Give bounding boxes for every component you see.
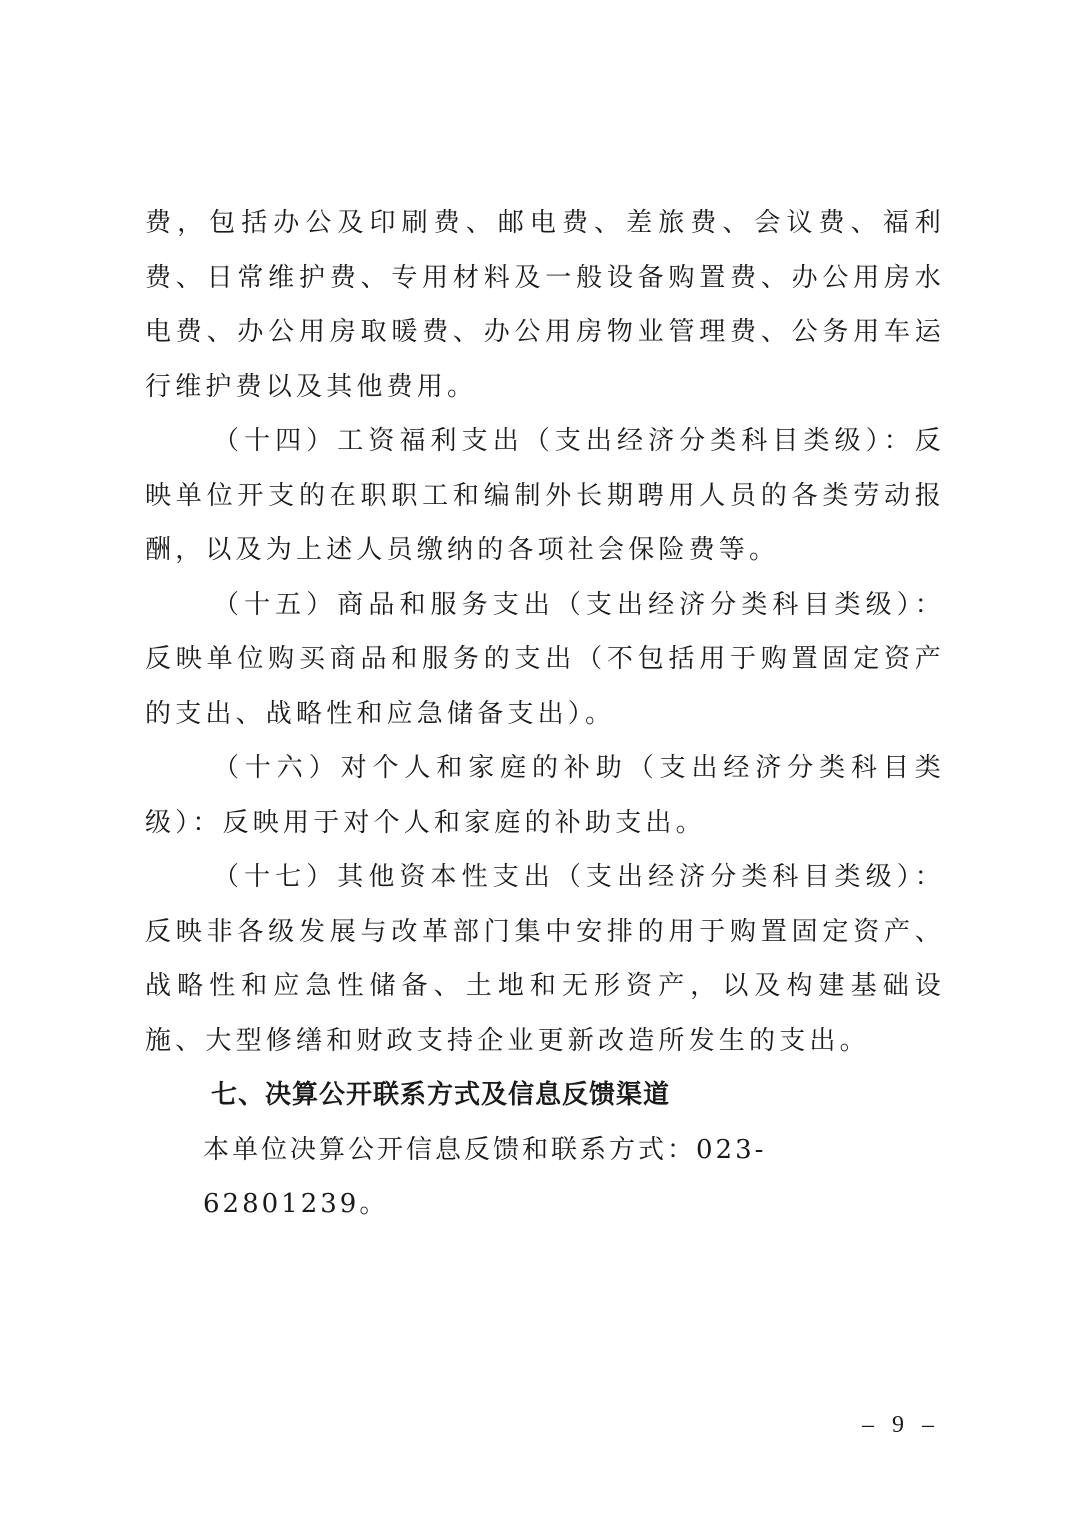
document-body xyxy=(145,196,945,1232)
paragraph-salary-welfare: （十四）工资福利支出（支出经济分类科目类级）：反映单位开支的在职职工和编制外长期聘用人员的各类劳动报酬，以及为上述人员缴纳的各项社会保险费等。 xyxy=(145,426,945,565)
paragraph-expense-continuation: 费，包括办公及印刷费、邮电费、差旅费、会议费、福利费、日常维护费、专用材料及一般设备购置费、办公用房水电费、办公用房取暖费、办公用房物业管理费、公务用车运行维护费以及其他费用。 xyxy=(145,208,945,402)
page-number: – 9 – xyxy=(862,1412,940,1438)
contact-info: 本单位决算公开信息反馈和联系方式：023-62801239。 xyxy=(203,1134,767,1219)
paragraph-goods-services: （十五）商品和服务支出（支出经济分类科目类级）：反映单位购买商品和服务的支出（不包括用于购置固定资产的支出、战略性和应急储备支出）。 xyxy=(145,589,945,729)
section-heading-contact: 七、决算公开联系方式及信息反馈渠道 xyxy=(211,1080,671,1110)
paragraph-other-capital: （十七）其他资本性支出（支出经济分类科目类级）：反映非各级发展与改革部门集中安排的用于购置固定资产、战略性和应急性储备、土地和无形资产，以及构建基础设施、大型修缮和财政支持企业更新改造所发生的支出。 xyxy=(145,862,945,1056)
paragraph-personal-family-subsidy: （十六）对个人和家庭的补助（支出经济分类科目类级）：反映用于对个人和家庭的补助支出。 xyxy=(145,753,945,838)
